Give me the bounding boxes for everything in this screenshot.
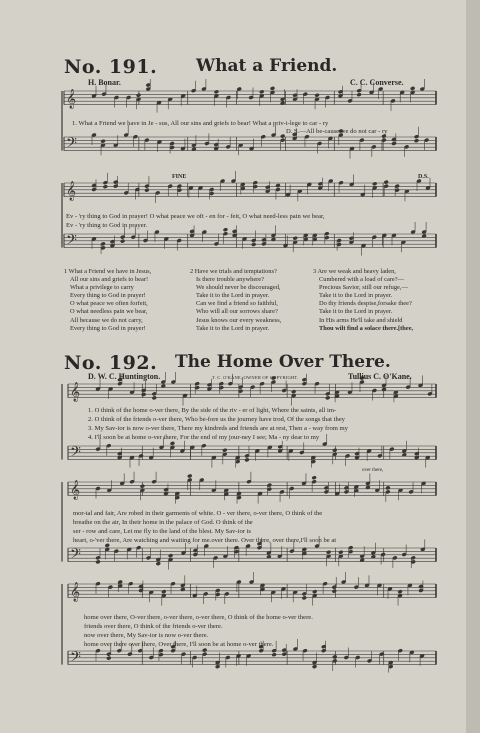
- verse-line: Precious Savior, still our refuge,—: [319, 284, 408, 292]
- lyric-line: breathe on the air, In their home in the palace of God. O think of the: [73, 519, 253, 526]
- ds-mark: D.S.: [418, 174, 429, 180]
- note-head: [356, 92, 361, 97]
- verse-line: All our sins and griefs to bear!: [70, 276, 149, 284]
- note-head: [152, 396, 157, 401]
- verse-line: Every thing to God in prayer!: [70, 324, 146, 332]
- note-head: [338, 550, 343, 555]
- verse-line: Thou wilt find a solace there.[thee,: [319, 324, 414, 332]
- composer: Tullius C. O'Kane.: [348, 372, 412, 381]
- note-head: [275, 183, 280, 188]
- verse-line: Take it to the Lord in prayer.: [196, 324, 270, 332]
- lyric-line: home over there, O-ver there, o-ver there, o-ver there, O think of the home o-ver there.: [84, 614, 313, 621]
- composer: C. C. Converse.: [350, 78, 404, 87]
- note-head: [106, 656, 111, 661]
- lyric-line: heart, o-'ver there, Are watching and waiting for me.over there. Over there, over there,I'll soon be at: [73, 537, 337, 544]
- clef-icon: 𝄢: [70, 444, 81, 464]
- note-head: [311, 475, 316, 480]
- lyric-line: D. S.—All be-cause we do not car - ry: [286, 128, 388, 135]
- note-head: [215, 664, 220, 669]
- clef-icon: 𝄞: [70, 582, 81, 602]
- note-head: [383, 180, 388, 185]
- clef-icon: 𝄞: [70, 480, 81, 500]
- clef-icon: 𝄢: [66, 135, 77, 155]
- note-head: [103, 184, 108, 189]
- note-head: [187, 474, 192, 479]
- lyric-line: Ev - 'ry thing to God in prayer.: [66, 222, 148, 229]
- echo-text: over there,: [362, 468, 384, 473]
- note-head: [141, 392, 146, 397]
- copyright: T. C. O'KANE, OWNER OF COPYRIGHT.: [212, 375, 299, 380]
- lyric-line: 1. O think of the home o-ver there, By the side of the riv - er of light, Where the saints, all im-: [88, 407, 337, 414]
- verse-line: O what peace we often forfeit,: [70, 300, 148, 308]
- clef-icon: 𝄞: [70, 382, 81, 402]
- lyric-line: friends over there, O think of the friends o-ver there.: [84, 623, 223, 630]
- note-head: [168, 553, 173, 558]
- note-head: [244, 458, 249, 463]
- verse-line: All because we do not carry,: [70, 316, 143, 324]
- note-head: [291, 389, 296, 394]
- lyric-line: ser - row and care, Let me fly to the land of the blest. My Sav-ior is: [73, 528, 251, 535]
- note-head: [120, 239, 125, 244]
- verse-line: Take it to the Lord in prayer.: [196, 292, 270, 300]
- note-head: [410, 86, 415, 91]
- note-head: [214, 89, 219, 94]
- verse-line: Take it to the Lord in prayer.: [319, 292, 393, 300]
- verse-3: [313, 268, 413, 333]
- note-head: [222, 448, 227, 453]
- verse-line: 3 Are we weak and heavy laden,: [313, 268, 396, 275]
- lyric-line: 1. What a Friend we have in Je - sus, All our sins and griefs to bear! What a priv-i-lege to car - ry: [72, 120, 329, 127]
- clef-icon: 𝄞: [66, 89, 77, 109]
- fine-mark: FINE: [172, 174, 187, 180]
- clef-icon: 𝄞: [66, 181, 77, 201]
- verse-line: Cumbered with a load of care?—: [319, 276, 404, 284]
- hymn-title: What a Friend.: [196, 56, 338, 76]
- page-edge: [466, 0, 480, 733]
- note-head: [223, 227, 228, 232]
- verse-line: O what needless pain we bear,: [70, 308, 148, 316]
- lyric-line: 2. O think of the friends o-ver there, Who be-fore us the journey have trod, Of the songs that they: [88, 416, 345, 423]
- note-head: [314, 93, 319, 98]
- verse-line: We should never be discouraged,: [196, 284, 281, 292]
- verse-line: Do thy friends despise,forsake thee?: [319, 300, 412, 308]
- note-head: [156, 561, 161, 566]
- verse-line: Can we find a friend so faithful,: [196, 300, 278, 308]
- note-head: [312, 589, 317, 594]
- note-head: [259, 89, 264, 94]
- clef-icon: 𝄢: [66, 232, 77, 252]
- verse-line: Is there trouble anywhere?: [196, 276, 264, 284]
- verse-line: Who will all our sorrows share?: [196, 308, 278, 316]
- note-head: [170, 441, 175, 446]
- note-head: [372, 181, 377, 186]
- note-head: [332, 448, 337, 453]
- note-head: [312, 664, 317, 669]
- verse-1: [64, 268, 151, 333]
- verse-line: 2 Have we trials and temptations?: [190, 268, 277, 275]
- hymn-title: The Home Over There.: [175, 352, 391, 372]
- note-head: [414, 138, 419, 143]
- lyricist: H. Bonar.: [88, 78, 121, 87]
- note-head: [302, 596, 307, 601]
- lyric-line: 3. My Sav-ior is now o-ver there, There my kindreds and friends are at rest, Then a - way from my: [88, 425, 348, 432]
- lyric-line: home over there over there, Over there, I'll soon be at home o-ver there.: [84, 641, 274, 648]
- lyric-line: mor-tal and fair, Are robed in their garments of white. O - ver there, o-ver there, O think of the: [73, 510, 323, 517]
- verse-line: 1 What a Friend we have in Jesus,: [64, 268, 152, 275]
- note-head: [325, 396, 330, 401]
- note-head: [280, 134, 285, 139]
- hymn-number: No. 191.: [64, 56, 158, 78]
- note-head: [144, 188, 149, 193]
- verse-line: Take it to the Lord in prayer.: [319, 308, 393, 316]
- verse-line: Every thing to God in prayer!: [70, 292, 146, 300]
- verse-2: [190, 268, 281, 333]
- note-head: [251, 242, 256, 247]
- note-head: [100, 139, 105, 144]
- note-head: [140, 484, 145, 489]
- note-head: [161, 589, 166, 594]
- lyric-line: Ev - 'ry thing to God in prayer! O what peace we oft - en for - feit, O what need-less pain we bear,: [66, 213, 325, 220]
- note-head: [292, 236, 297, 241]
- note-head: [202, 648, 207, 653]
- note-head: [331, 589, 336, 594]
- hymn-number: No. 192.: [64, 352, 158, 374]
- note-head: [270, 86, 275, 91]
- note-head: [136, 93, 141, 98]
- note-head: [397, 589, 402, 594]
- verse-line: What a privilege to carry: [70, 284, 134, 292]
- clef-icon: 𝄢: [70, 546, 81, 566]
- lyric-line: now over there, My Sav-ior is now o-ver there.: [84, 632, 209, 639]
- lyricist: D. W. C. Huntington.: [88, 372, 161, 381]
- verse-line: In His arms He'll take and shield: [319, 316, 403, 324]
- note-head: [326, 550, 331, 555]
- lyric-line: 4. I'll soon be at home o-ver there, For the end of my jour-ney I see; Ma - ny dear to my: [88, 434, 320, 441]
- note-head: [271, 652, 276, 657]
- note-head: [385, 486, 390, 491]
- note-head: [95, 560, 100, 565]
- verse-line: Jesus knows our every weakness,: [196, 316, 282, 324]
- clef-icon: 𝄢: [70, 649, 81, 669]
- note-head: [332, 655, 337, 660]
